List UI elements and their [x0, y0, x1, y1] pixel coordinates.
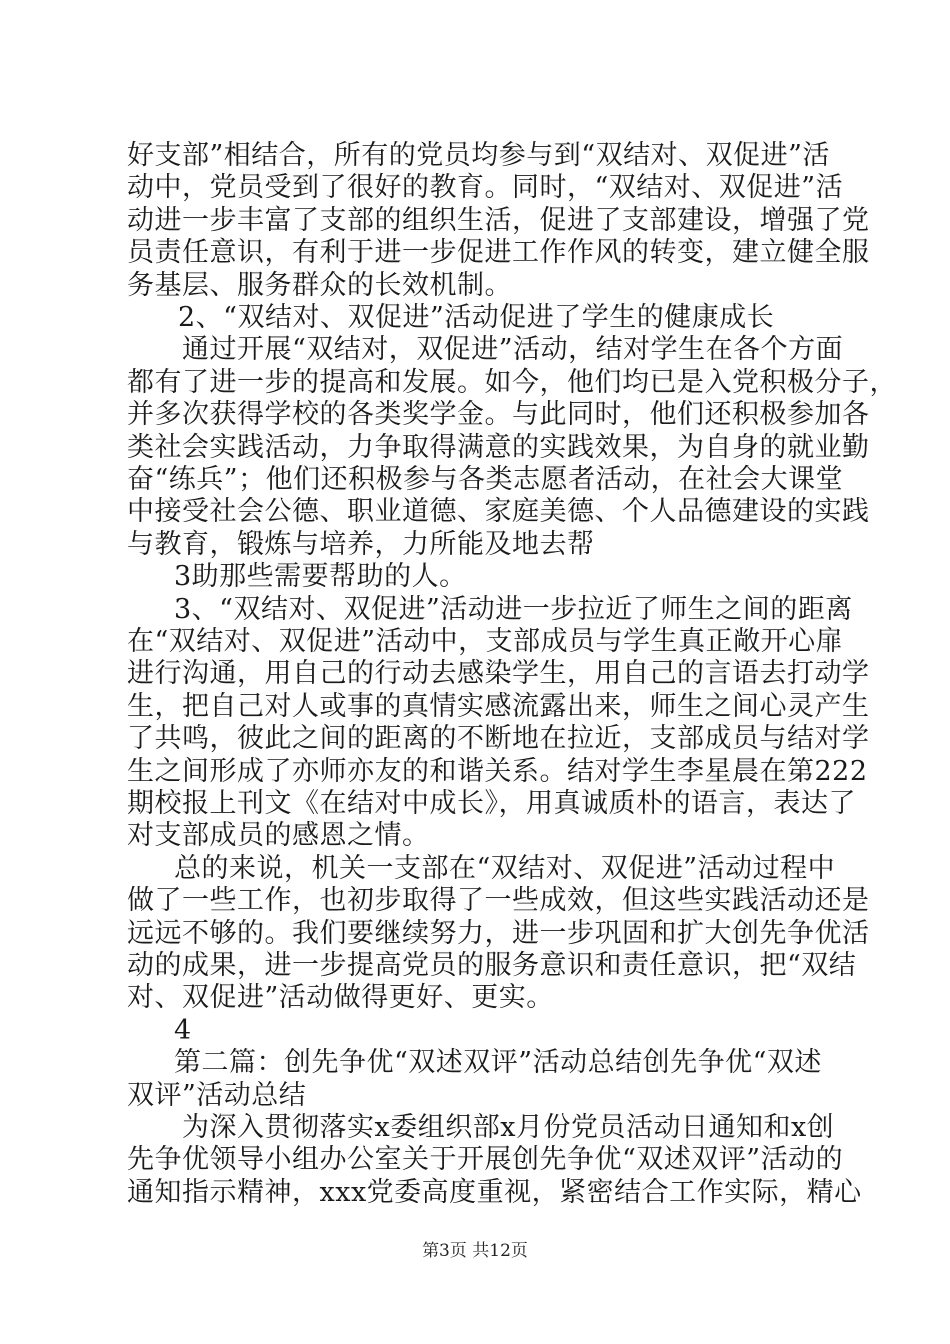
page-number-marker: 4	[174, 1014, 192, 1046]
text-line: 并多次获得学校的各类奖学金。与此同时，他们还积极参加各	[127, 399, 870, 431]
text-line: 好支部”相结合，所有的党员均参与到“双结对、双促进”活	[127, 140, 830, 171]
text-line: 3助那些需要帮助的人。	[174, 561, 467, 593]
page-footer: 第3页 共12页	[422, 1241, 528, 1261]
text-line: 动进一步丰富了支部的组织生活，促进了支部建设，增强了党	[127, 204, 870, 236]
text-line: 都有了进一步的提高和发展。如今，他们均已是入党积极分子，	[127, 366, 897, 398]
text-line: 期校报上刊文《在结对中成长》，用真诚质朴的语言，表达了	[127, 788, 856, 819]
text-line: 类社会实践活动，力争取得满意的实践效果，为自身的就业勤	[127, 431, 870, 463]
text-line: 远远不够的。我们要继续努力，进一步巩固和扩大创先争优活	[127, 917, 870, 949]
text-line: 生之间形成了亦师亦友的和谐关系。结对学生李星晨在第222	[127, 755, 868, 787]
text-line: 通知指示精神，xxx党委高度重视，紧密结合工作实际，精心	[127, 1176, 862, 1208]
text-line: 先争优领导小组办公室关于开展创先争优“双述双评”活动的	[127, 1144, 844, 1176]
text-line: 与教育，锻炼与培养，力所能及地去帮	[127, 528, 595, 560]
text-line: 中接受社会公德、职业道德、家庭美德、个人品德建设的实践	[127, 496, 870, 528]
text-line: 总的来说，机关一支部在“双结对、双促进”活动过程中	[174, 852, 836, 884]
section-heading: 2、“双结对、双促进”活动促进了学生的健康成长	[178, 302, 775, 333]
text-line: 对支部成员的感恩之情。	[127, 820, 430, 852]
text-line: 通过开展“双结对，双促进”活动，结对学生在各个方面	[182, 334, 844, 366]
text-line: 员责任意识，有利于进一步促进工作作风的转变，建立健全服	[127, 237, 870, 269]
text-line: 在“双结对、双促进”活动中，支部成员与学生真正敞开心扉	[127, 626, 844, 657]
text-line: 动的成果，进一步提高党员的服务意识和责任意识，把“双结	[127, 950, 857, 981]
text-line: 动中，党员受到了很好的教育。同时，“双结对、双促进”活	[127, 172, 844, 204]
text-line: 做了一些工作，也初步取得了一些成效，但这些实践活动还是	[127, 885, 870, 917]
text-line: 进行沟通，用自己的行动去感染学生，用自己的言语去打动学	[127, 658, 870, 690]
text-line: 生，把自己对人或事的真情实感流露出来，师生之间心灵产生	[127, 690, 870, 722]
text-line: 为深入贯彻落实x委组织部x月份党员活动日通知和x创	[182, 1112, 835, 1143]
text-line: 了共鸣，彼此之间的距离的不断地在拉近，支部成员与结对学	[127, 723, 870, 755]
text-line: 双评”活动总结	[127, 1079, 307, 1111]
section-heading: 第二篇：创先争优“双述双评”活动总结创先争优“双述	[174, 1047, 822, 1079]
section-heading: 3、“双结对、双促进”活动进一步拉近了师生之间的距离	[174, 593, 853, 625]
text-line: 奋“练兵”；他们还积极参与各类志愿者活动，在社会大课堂	[127, 464, 844, 495]
text-line: 对、双促进”活动做得更好、更实。	[127, 982, 554, 1014]
text-line: 务基层、服务群众的长效机制。	[127, 269, 512, 301]
